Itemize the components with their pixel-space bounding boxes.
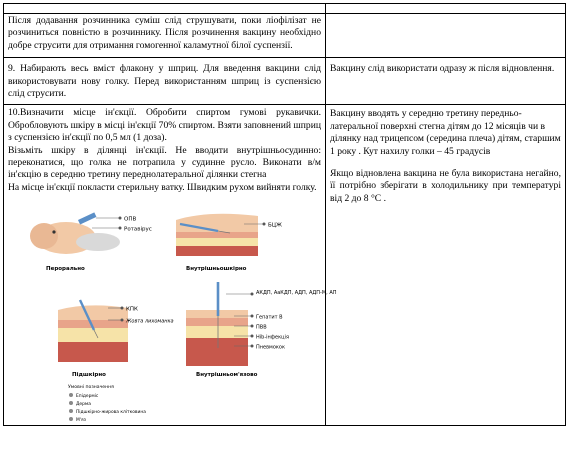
injection-routes-illustration [8, 198, 337, 424]
legend-epidermis: Епідерміс [76, 394, 99, 400]
cell-step-10-left [4, 105, 337, 426]
oral-illustration [30, 213, 152, 273]
cell-step-9-left: 9. Набирають весь вміст флакону у шприц. Для введення вакцини слід використовувати нову голку. Перед використанням шприц із суспензією слід струсити. [4, 58, 326, 105]
top-strip-row [4, 4, 566, 14]
instruction-table [3, 3, 566, 426]
step-10-text-1: 10.Визначити місце ін'єкції. Обробити спиртом гумові рукавички. Обробловують шкіру в місці ін'єкції 70% спиртом. Взяти заповнений шприц з суспензією ін'єкції по 0,5 мл (1 доза). [8, 107, 321, 144]
step-10-text-2: Візьміть шкіру в ділянці ін'єкції. Не вводити внутрішньосудинно: переконатися, що голка не потрапила у судинне русло. Виконати в/м ін'єкцію в середню третину переднолатеральної ділянки стегна [8, 144, 321, 181]
legend-muscle: М'яз [76, 418, 86, 424]
legend-fat: Підшкірно-жирова клітковина [76, 410, 146, 416]
intramuscular-illustration [186, 282, 337, 378]
row-dissolve [4, 14, 566, 58]
subcut-label-yellow-fever: Жовта лихоманка [126, 318, 174, 325]
im-label-hib: Hib-інфекція [256, 334, 289, 341]
illustration-legend [68, 384, 146, 423]
oral-label-opv: ОПВ [124, 216, 137, 223]
subcut-label-kpk: КПК [126, 306, 138, 313]
row-step-10 [4, 105, 566, 426]
cell-dissolve-left: Після додавання розчинника суміш слід струшувати, поки ліофілізат не розчиниться повністю в розчиннику. Після розчинення вакцину необхідно добре струсити для отримання гомогенної каламутної білої суспензії. [4, 14, 326, 58]
cell-step-9-right: Вакцину слід використати одразу ж після відновлення. [326, 58, 566, 105]
legend-dermis: Дерма [76, 402, 91, 408]
step-10-note-2: Якщо відновлена вакцина не була використана негайно, її потрібно зберігати в холодильнику при температурі від 2 до 8 °С . [330, 168, 561, 204]
im-label-pneumo: Пневмокок [256, 344, 285, 351]
step-10-text-3: На місце ін'єкції покласти стерильну ватку. Швидким рухом вийняти голку. [8, 181, 317, 193]
injection-routes-svg [8, 198, 337, 424]
im-label-akdp: АКДП, АаКДП, АДП, АДП-М, АП [256, 290, 337, 297]
im-label-ipv: ПВВ [256, 324, 267, 331]
step-10-note-1: Вакцину вводять у середню третину передньо-латеральної поверхні стегна дітям до 12 місяців чи в ділянку над трицепсом (середина плеча) дітям, старшим 1 року . Кут нахилу голки – 45 градусів [330, 108, 561, 157]
oral-label-rotavirus: Ротавірус [124, 226, 152, 233]
legend-title: Умовні позначення [68, 385, 114, 391]
subcutaneous-illustration [58, 300, 174, 378]
im-label-hepb: Гепатит В [256, 314, 283, 321]
cell-dissolve-right [326, 14, 566, 58]
intradermal-title: Внутрішньошкірно [186, 266, 247, 273]
subcut-title: Підшкірно [72, 372, 106, 379]
intradermal-illustration [176, 214, 282, 272]
row-step-9 [4, 58, 566, 105]
cell-step-10-right [326, 105, 566, 426]
intradermal-label-bcg: БЦЖ [268, 222, 282, 229]
im-title: Внутрішньом'язово [196, 372, 258, 379]
oral-title: Перорально [46, 266, 85, 273]
